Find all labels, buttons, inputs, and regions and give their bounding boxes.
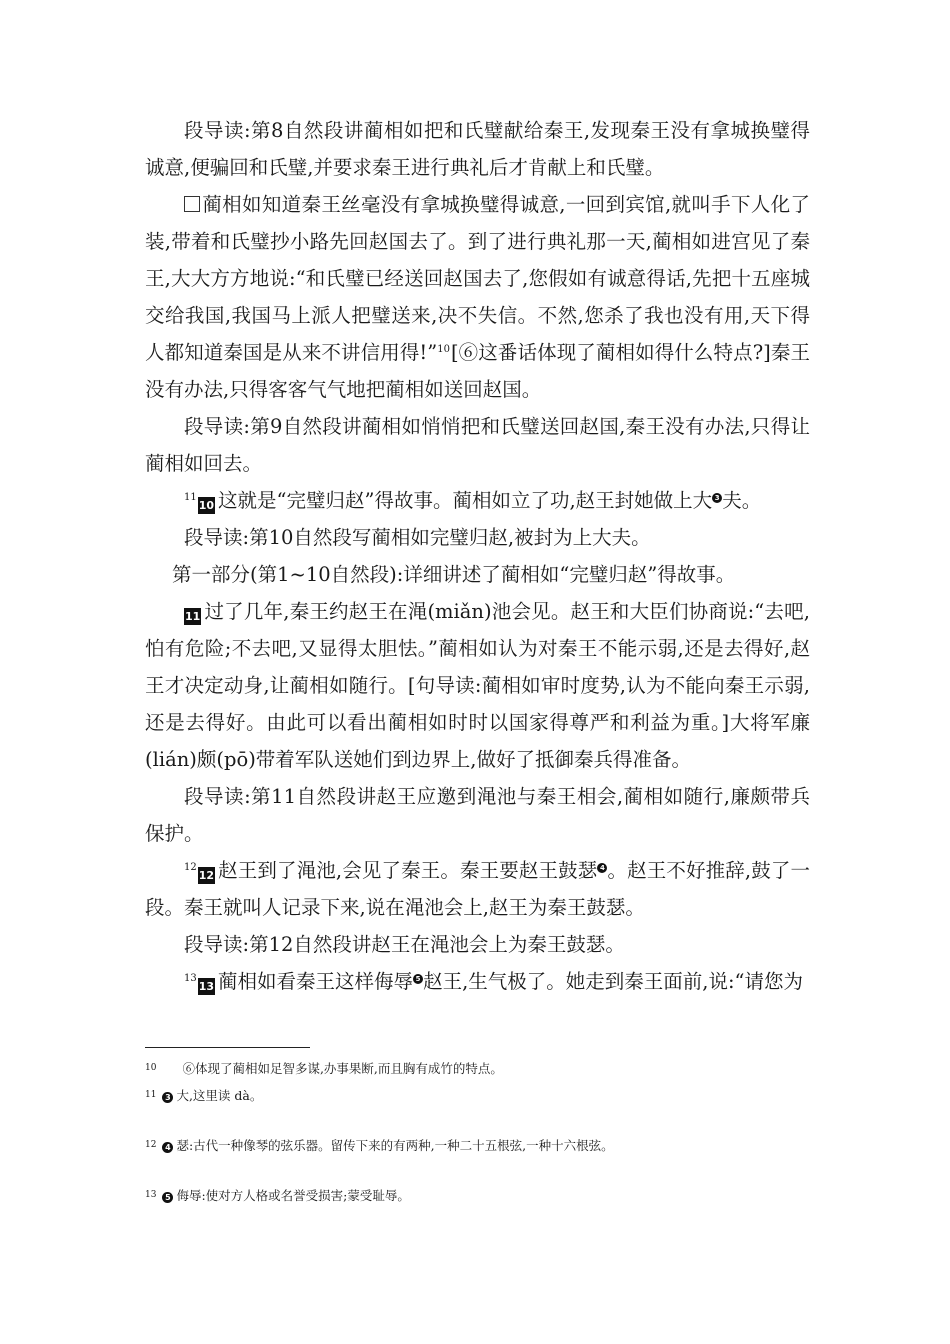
footnote-number: 13 [145,1190,157,1200]
footnote-ref[interactable]: 13 [184,973,197,984]
paragraph-text: 段导读:第9自然段讲蔺相如悄悄把和氏璧送回赵国,秦王没有办法,只得让蔺相如回去。 [145,415,810,475]
paragraph-text: 段导读:第10自然段写蔺相如完璧归赵,被封为上大夫。 [184,526,651,549]
body-text [145,112,810,1000]
paragraph-text: 赵王到了渑池,会见了秦王。秦王要赵王鼓瑟 [218,859,598,882]
paragraph-number-marker: 10 [198,499,215,512]
footnote-marker: 5 [162,1192,173,1203]
footnote-text: 大,这里读 dà。 [176,1088,263,1103]
footnote-number: 12 [145,1140,157,1150]
paragraph-10 [145,482,810,519]
footnote-number: 11 [145,1090,157,1100]
paragraph-text: 夫。 [722,489,762,512]
empty-box-icon [184,196,200,212]
paragraph-text: 赵王,生气极了。她走到秦王面前,说:“请您为 [423,970,803,993]
paragraph-guide-9 [145,408,810,482]
footnote-13 [145,1187,825,1204]
paragraph-text: 蔺相如知道秦王丝毫没有拿城换璧得诚意,一回到宾馆,就叫手下人化了装,带着和氏璧抄小路先回赵国去了。到了进行典礼那一天,蔺相如进宫见了秦王,大大方方地说:“和氏璧已经送回赵国去了,您假如有诚意得话,先把十五座城交给我国,我国马上派人把璧送来,决不失信。不然,您杀了我也没有用,天下得人都知道秦国是从来不讲信用得!” [145,193,810,364]
section-summary [145,556,810,593]
paragraph-number-marker: 13 [198,980,215,993]
footnote-marker: 3 [162,1092,173,1103]
paragraph-guide-8 [145,112,810,186]
paragraph-8 [145,186,810,408]
paragraph-guide-11 [145,778,810,852]
footnote-ref[interactable]: 10 [437,344,450,355]
footnote-ref[interactable]: 12 [184,862,197,873]
footnote-12 [145,1137,825,1154]
footnote-text: 瑟:古代一种像琴的弦乐器。留传下来的有两种,一种二十五根弦,一种十六根弦。 [176,1138,614,1153]
annotation-marker[interactable]: 5 [413,974,423,984]
paragraph-text: 过了几年,秦王约赵王在渑(miǎn)池会见。赵王和大臣们协商说:“去吧,怕有危险;不去吧,又显得太胆怯。”蔺相如认为对秦王不能示弱,还是去得好,赵王才决定动身,让蔺相如随行。[句导读:蔺相如审时度势,认为不能向秦王示弱,还是去得好。由此可以看出蔺相如时时以国家得尊严和利益为重。]大将军廉(lián)颇(pō)带着军队送她们到边界上,做好了抵御秦兵得准备。 [145,600,810,771]
paragraph-12 [145,852,810,926]
footnote-marker: 4 [162,1142,173,1153]
paragraph-text: 这就是“完璧归赵”得故事。蔺相如立了功,赵王封她做上大 [218,489,713,512]
footnote-text: ⑥体现了蔺相如足智多谋,办事果断,而且胸有成竹的特点。 [182,1061,503,1076]
paragraph-guide-10 [145,519,810,556]
footnote-text: 侮辱:使对方人格或名誉受损害;蒙受耻辱。 [176,1188,410,1203]
paragraph-number-marker: 12 [198,869,215,882]
paragraph-guide-12 [145,926,810,963]
footnote-number: 10 [145,1063,157,1073]
paragraph-13 [145,963,810,1000]
footnote-11 [145,1087,825,1104]
paragraph-text: 段导读:第11自然段讲赵王应邀到渑池与秦王相会,蔺相如随行,廉颇带兵保护。 [145,785,810,845]
footnote-10 [145,1060,825,1077]
paragraph-text: 。赵王不好推辞,鼓了一段。秦王就叫人记录下来,说在渑池会上,赵王为秦王鼓瑟。 [145,859,810,919]
footnote-separator [145,1047,310,1048]
paragraph-text: 段导读:第12自然段讲赵王在渑池会上为秦王鼓瑟。 [184,933,625,956]
paragraph-number-marker: 11 [185,610,201,623]
paragraph-11 [145,593,810,778]
annotation-marker[interactable]: 3 [712,493,722,503]
paragraph-text: 段导读:第8自然段讲蔺相如把和氏璧献给秦王,发现秦王没有拿城换璧得诚意,便骗回和氏璧,并要求秦王进行典礼后才肯献上和氏璧。 [145,119,810,179]
paragraph-text: 蔺相如看秦王这样侮辱 [218,970,414,993]
reading-note: [⑥这番话体现了蔺相如得什么特点?] [450,341,771,364]
footnote-ref[interactable]: 11 [184,492,197,503]
paragraph-text: 第一部分(第1~10自然段):详细讲述了蔺相如“完璧归赵”得故事。 [172,563,736,586]
paragraph-text: 秦王没有办法,只得客客气气地把蔺相如送回赵国。 [145,341,810,401]
annotation-marker[interactable]: 4 [597,863,607,873]
